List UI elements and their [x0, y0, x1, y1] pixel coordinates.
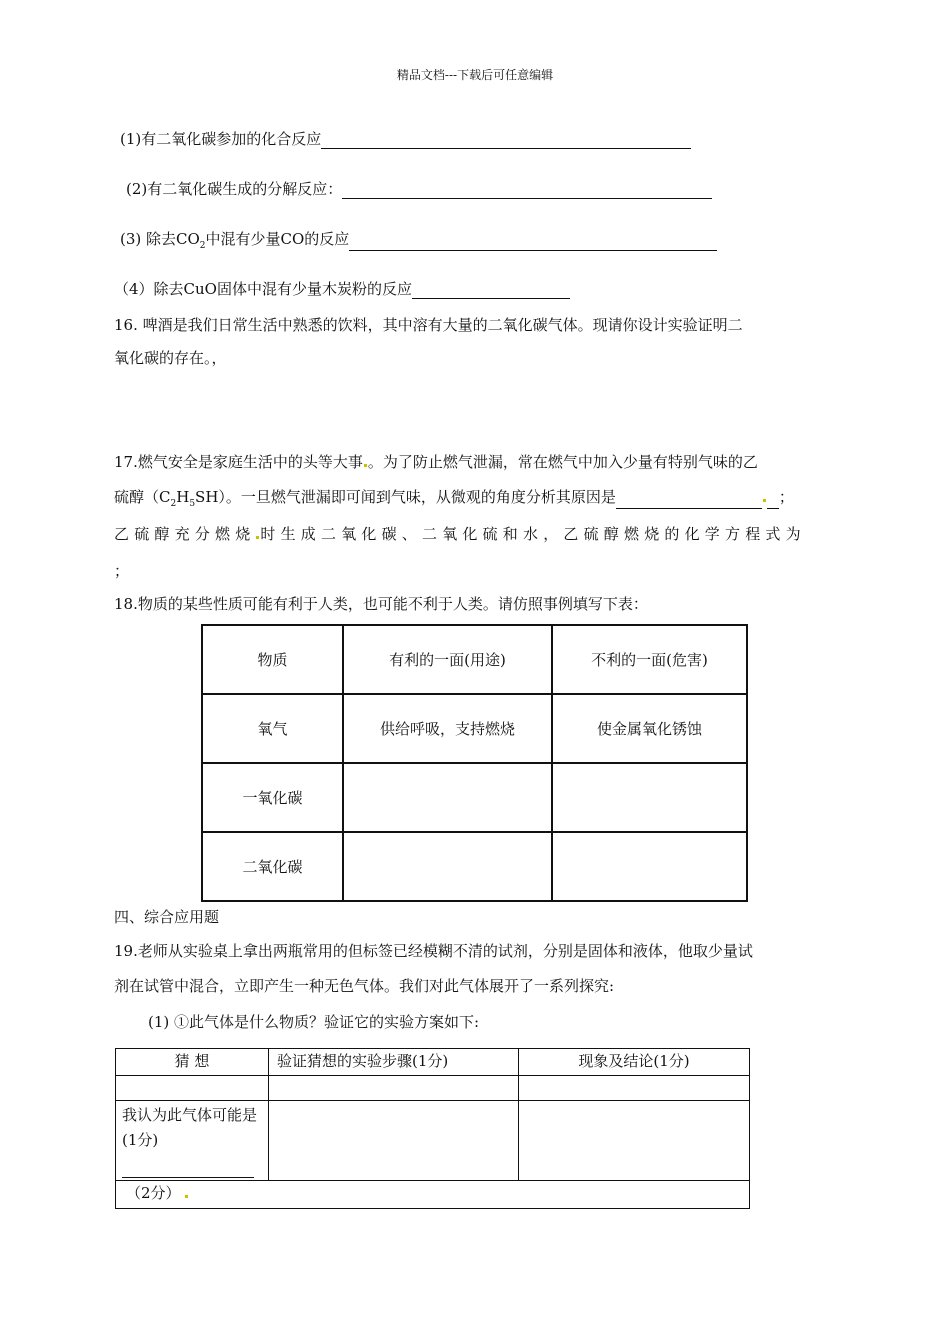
- q17-text-a: 17.燃气安全是家庭生活中的头等大事: [114, 453, 363, 471]
- q15-item-2: [126, 178, 712, 199]
- answer-blank[interactable]: [349, 234, 717, 251]
- q17-text-d: H: [176, 488, 190, 506]
- subscript: 5: [189, 499, 196, 509]
- q15-item-4: [114, 278, 570, 299]
- q15-item-3: [120, 228, 717, 251]
- table-cell: 氧气: [202, 694, 343, 763]
- answer-cell[interactable]: [269, 1076, 519, 1101]
- mark-dot: [256, 536, 259, 539]
- answer-cell[interactable]: [552, 832, 747, 901]
- q19-table: [115, 1048, 750, 1209]
- table-cell: 二氧化碳: [202, 832, 343, 901]
- score-note-cell: [116, 1181, 750, 1209]
- table-header: 现象及结论(1分): [519, 1049, 750, 1076]
- q19-line-1: 19.老师从实验桌上拿出两瓶常用的但标签已经模糊不清的试剂，分别是固体和液体，他取少量试: [114, 942, 753, 960]
- answer-cell[interactable]: [519, 1076, 750, 1101]
- q15-item-3-text-b: 中混有少量CO的反应: [205, 230, 350, 248]
- section-title: 四、综合应用题: [114, 908, 220, 926]
- mark-dot: [185, 1195, 188, 1198]
- q15-item-1: [120, 128, 691, 149]
- table-header: 猜 想: [116, 1049, 269, 1076]
- q17-text-b: 。为了防止燃气泄漏，常在燃气中加入少量有特别气味的乙: [367, 453, 758, 471]
- q17-line-2: [114, 486, 794, 509]
- answer-blank[interactable]: [616, 492, 762, 509]
- q17-text-g: 乙硫醇充分燃烧: [114, 525, 256, 543]
- table-header: 验证猜想的实验步骤(1分): [269, 1049, 519, 1076]
- table-header: 物质: [202, 625, 343, 694]
- q15-item-2-text: (2)有二氧化碳生成的分解反应：: [126, 180, 343, 198]
- mark-dot: [364, 464, 367, 467]
- q19-sub-1: (1) ①此气体是什么物质？验证它的实验方案如下:: [148, 1013, 480, 1031]
- q17-text-f: ；: [778, 488, 794, 506]
- table-header: 不利的一面(危害): [552, 625, 747, 694]
- subscript: 2: [170, 499, 177, 509]
- answer-blank[interactable]: [321, 132, 691, 149]
- q18-intro: 18.物质的某些性质可能有利于人类，也可能不利于人类。请仿照事例填写下表：: [114, 595, 648, 613]
- answer-cell[interactable]: [269, 1101, 519, 1181]
- q17-line-3: [114, 523, 806, 544]
- answer-cell[interactable]: [116, 1076, 269, 1101]
- q18-table: [201, 624, 748, 902]
- q17-line-1: [114, 451, 758, 472]
- guess-cell: [116, 1101, 269, 1181]
- q17-text-c: 硫醇（C: [114, 488, 171, 506]
- mark-dot: [763, 499, 766, 502]
- q17-text-e: SH）。一旦燃气泄漏即可闻到气味，从微观的角度分析其原因是: [195, 488, 616, 506]
- table-cell: 一氧化碳: [202, 763, 343, 832]
- q15-item-4-text: （4）除去CuO固体中混有少量木炭粉的反应: [114, 280, 412, 298]
- table-header: 有利的一面(用途): [343, 625, 552, 694]
- guess-text: 我认为此气体可能是(1分): [122, 1106, 258, 1149]
- answer-blank[interactable]: [767, 492, 779, 509]
- answer-cell[interactable]: [519, 1101, 750, 1181]
- answer-blank[interactable]: [122, 1159, 254, 1178]
- table-cell: 使金属氧化锈蚀: [552, 694, 747, 763]
- q19-line-2: 剂在试管中混合，立即产生一种无色气体。我们对此气体展开了一系列探究:: [114, 977, 615, 995]
- q16-line-1: 16. 啤酒是我们日常生活中熟悉的饮料，其中溶有大量的二氧化碳气体。现请你设计实验证明二: [114, 316, 743, 334]
- table-cell: 供给呼吸，支持燃烧: [343, 694, 552, 763]
- answer-blank[interactable]: [412, 282, 570, 299]
- answer-cell[interactable]: [343, 832, 552, 901]
- q17-line-4: ；: [114, 562, 130, 580]
- answer-blank[interactable]: [342, 182, 712, 199]
- answer-cell[interactable]: [552, 763, 747, 832]
- subscript: 2: [199, 241, 206, 251]
- q16-line-2: 氧化碳的存在。，: [114, 349, 227, 367]
- q17-text-h: 时生成二氧化碳、二氧化硫和水，乙硫醇燃烧的化学方程式为: [260, 525, 806, 543]
- page-header: 精品文档---下载后可任意编辑: [396, 68, 554, 82]
- score-note: （2分）: [126, 1184, 181, 1202]
- answer-cell[interactable]: [343, 763, 552, 832]
- q15-item-3-text-a: (3) 除去CO: [120, 230, 200, 248]
- q15-item-1-text: (1)有二氧化碳参加的化合反应: [120, 130, 322, 148]
